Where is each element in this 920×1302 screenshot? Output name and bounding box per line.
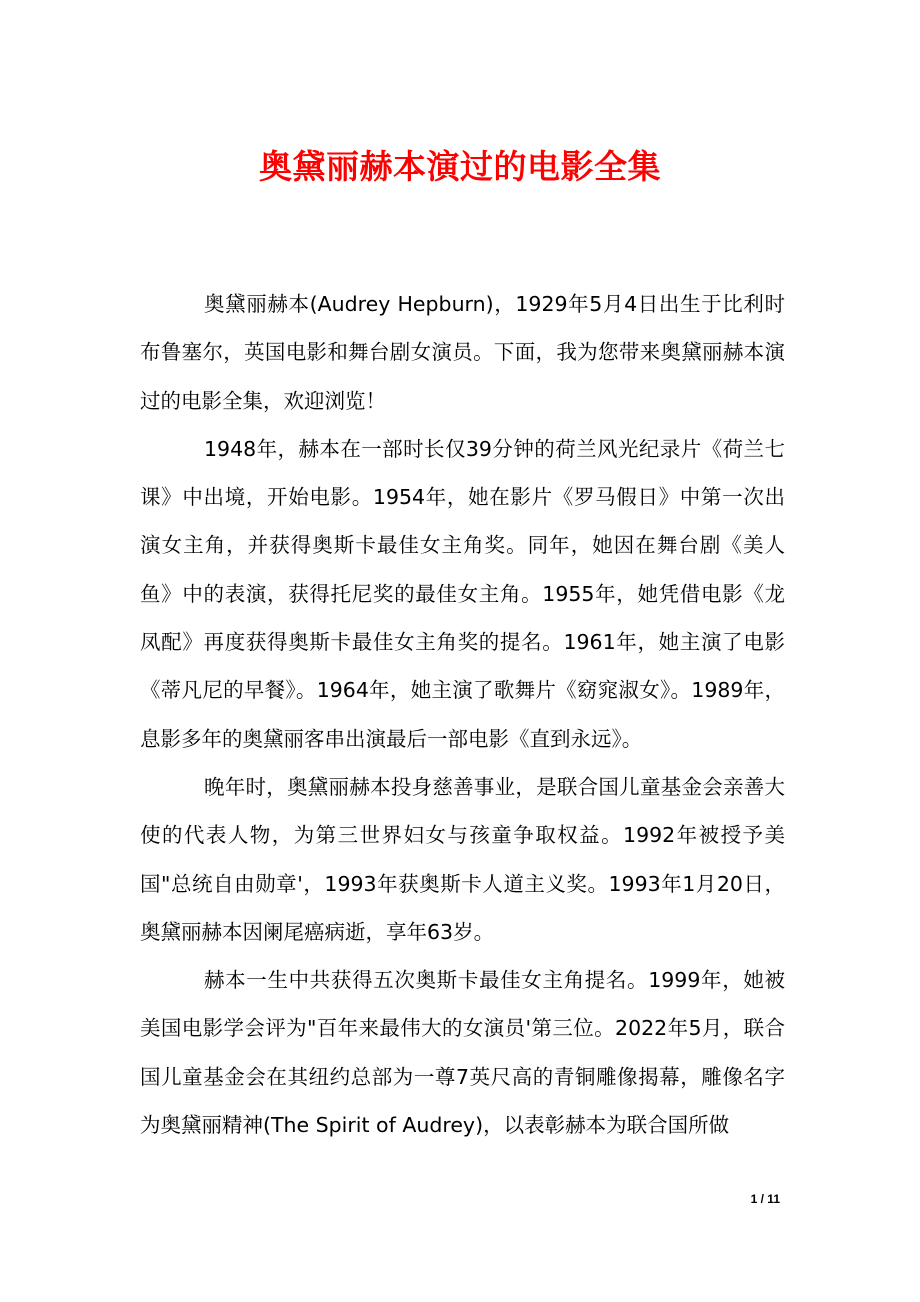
document-body [140, 280, 785, 1149]
paragraph-career: 1948年，赫本在一部时长仅39分钟的荷兰风光纪录片《荷兰七课》中出境，开始电影。1954年，她在影片《罗马假日》中第一次出演女主角，并获得奥斯卡最佳女主角奖。同年，她因在舞台剧《美人鱼》中的表演，获得托尼奖的最佳女主角。1955年，她凭借电影《龙凤配》再度获得奥斯卡最佳女主角奖的提名。1961年，她主演了电影《蒂凡尼的早餐》。1964年，她主演了歌舞片《窈窕淑女》。1989年，息影多年的奥黛丽客串出演最后一部电影《直到永远》。 [140, 436, 785, 751]
paragraph-legacy: 赫本一生中共获得五次奥斯卡最佳女主角提名。1999年，她被美国电影学会评为"百年来最伟大的女演员'第三位。2022年5月，联合国儿童基金会在其纽约总部为一尊7英尺高的青铜雕像揭幕，雕像名字为奥黛丽精神(The Spirit of Audrey)，以表彰赫本为联合国所做 [140, 968, 785, 1138]
page-number: 1 / 11 [750, 1192, 780, 1206]
paragraph-intro: 奥黛丽赫本(Audrey Hepburn)，1929年5月4日出生于比利时布鲁塞尔，英国电影和舞台剧女演员。下面，我为您带来奥黛丽赫本演过的电影全集，欢迎浏览！ [140, 292, 785, 413]
page-title: 奥黛丽赫本演过的电影全集 [259, 147, 661, 186]
paragraph-later-years: 晚年时，奥黛丽赫本投身慈善事业，是联合国儿童基金会亲善大使的代表人物，为第三世界妇女与孩童争取权益。1992年被授予美国"总统自由勋章'，1993年获奥斯卡人道主义奖。1993年1月20日，奥黛丽赫本因阑尾癌病逝，享年63岁。 [140, 774, 785, 944]
